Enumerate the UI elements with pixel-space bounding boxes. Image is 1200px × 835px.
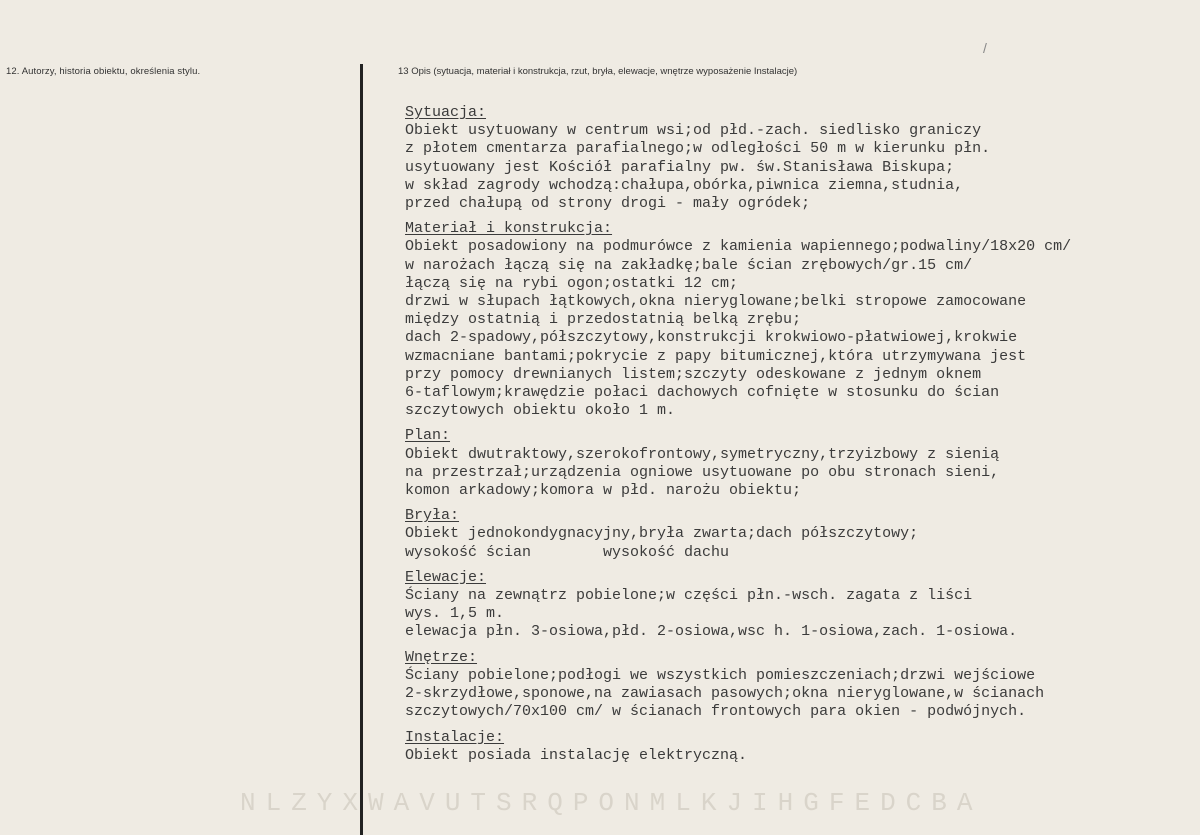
text-line: Obiekt dwutraktowy,szerokofrontowy,symetryczny,trzyizbowy z sienią	[405, 445, 1000, 463]
text-line: dach 2-spadowy,półszczytowy,konstrukcji krokwiowo-płatwiowej,krokwie	[405, 329, 1018, 347]
section-title: Plan:	[405, 427, 451, 445]
pencil-mark: /	[983, 40, 987, 56]
text-line: łączą się na rybi ogon;ostatki 12 cm;	[405, 274, 739, 292]
text-line: 6-taflowym;krawędzie połaci dachowych cofnięte w stosunku do ścian	[405, 384, 1000, 402]
section	[405, 569, 1165, 642]
text-line: 2-skrzydłowe,sponowe,na zawiasach pasowych;okna nieryglowane,w ścianach	[405, 685, 1045, 703]
section-title: Instalacje:	[405, 728, 505, 746]
text-line: Obiekt posiada instalację elektryczną.	[405, 746, 748, 764]
section	[405, 729, 1165, 765]
text-line: szczytowych obiektu około 1 m.	[405, 402, 676, 420]
section-title: Wnętrze:	[405, 648, 478, 666]
text-line: elewacja płn. 3-osiowa,płd. 2-osiowa,wsc h. 1-osiowa,zach. 1-osiowa.	[405, 623, 1018, 641]
section-title: Elewacje:	[405, 568, 487, 586]
text-line: Obiekt posadowiony na podmurówce z kamienia wapiennego;podwaliny/18x20 cm/	[405, 238, 1072, 256]
text-line: z płotem cmentarza parafialnego;w odległości 50 m w kierunku płn.	[405, 140, 991, 158]
text-line: w narożach łączą się na zakładkę;bale ścian zrębowych/gr.15 cm/	[405, 256, 973, 274]
section	[405, 649, 1165, 722]
right-column-heading: 13 Opis (sytuacja, materiał i konstrukcja, rzut, bryła, elewacje, wnętrze wyposażenie Instalacje)	[398, 66, 798, 77]
text-line: przy pomocy drewnianych listem;szczyty odeskowane z jednym oknem	[405, 365, 982, 383]
text-line: Ściany na zewnątrz pobielone;w części płn.-wsch. zagata z liści	[405, 587, 973, 605]
text-line: Obiekt jednokondygnacyjny,bryła zwarta;dach półszczytowy;	[405, 525, 919, 543]
section-title: Sytuacja:	[405, 104, 487, 121]
text-line: Obiekt usytuowany w centrum wsi;od płd.-zach. siedlisko graniczy	[405, 122, 982, 140]
left-column-heading: 12. Autorzy, historia obiektu, określenia stylu.	[6, 66, 201, 77]
bleed-through-text: NLZYXWAVUTSRQPONMLKJIHGFEDCBA	[240, 788, 983, 818]
text-line: wysokość ścian wysokość dachu	[405, 543, 730, 561]
text-line: Ściany pobielone;podłogi we wszystkich pomieszczeniach;drzwi wejściowe	[405, 666, 1036, 684]
section-title: Materiał i konstrukcja:	[405, 220, 613, 238]
text-line: przed chałupą od strony drogi - mały ogródek;	[405, 195, 811, 213]
text-line: komon arkadowy;komora w płd. narożu obiektu;	[405, 482, 802, 500]
text-line: drzwi w słupach łątkowych,okna nieryglowane;belki stropowe zamocowane	[405, 293, 1027, 311]
typewritten-description	[405, 104, 1165, 772]
text-line: na przestrzał;urządzenia ogniowe usytuowane po obu stronach sieni,	[405, 463, 1000, 481]
text-line: wys. 1,5 m.	[405, 605, 505, 623]
section	[405, 220, 1165, 420]
text-line: usytuowany jest Kościół parafialny pw. św.Stanisława Biskupa;	[405, 158, 955, 176]
section	[405, 427, 1165, 500]
section-title: Bryła:	[405, 507, 460, 525]
section	[405, 507, 1165, 562]
text-line: szczytowych/70x100 cm/ w ścianach frontowych para okien - podwójnych.	[405, 703, 1027, 721]
column-divider	[360, 64, 363, 835]
text-line: między ostatnią i przedostatnią belką zrębu;	[405, 311, 802, 329]
text-line: w skład zagrody wchodzą:chałupa,obórka,piwnica ziemna,studnia,	[405, 176, 964, 194]
text-line: wzmacniane bantami;pokrycie z papy bitumicznej,która utrzymywana jest	[405, 347, 1027, 365]
section	[405, 104, 1165, 213]
